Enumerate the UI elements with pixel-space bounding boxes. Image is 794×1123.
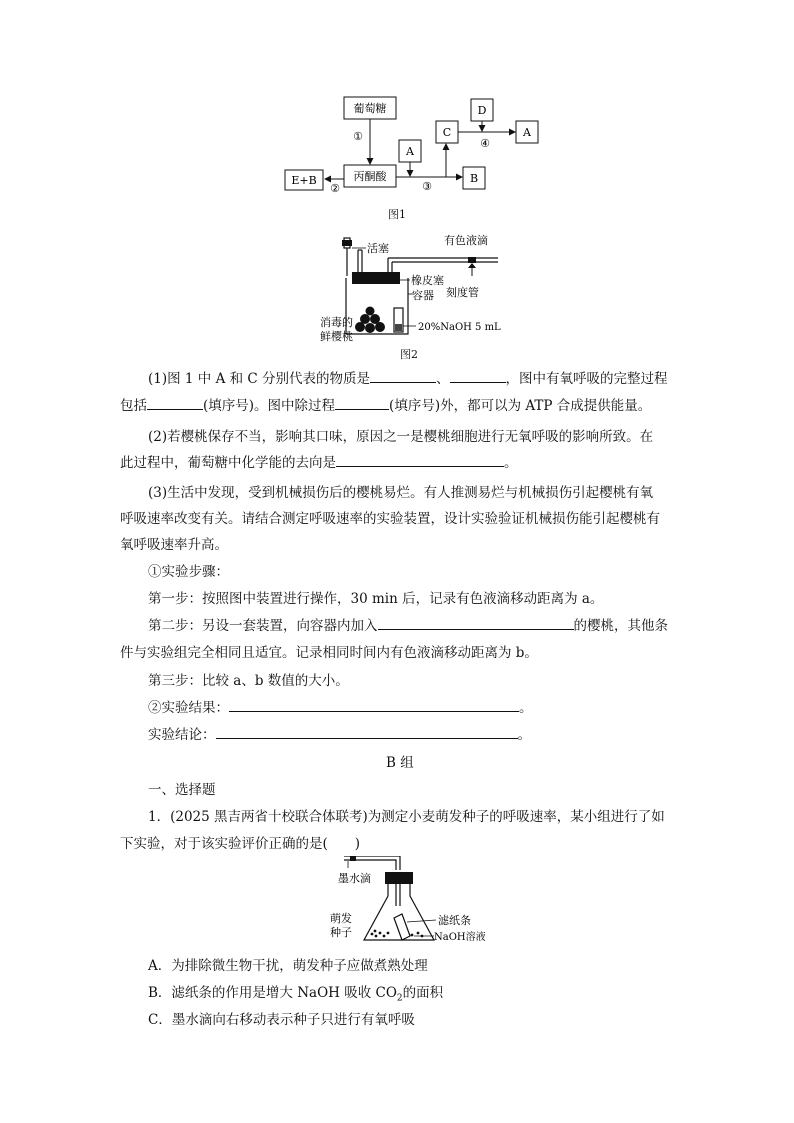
q3-step-2b: 件与实验组完全相同且适宜。记录相同时间内有色液滴移动距离为 b。 (120, 645, 538, 661)
c-label: C (442, 126, 452, 139)
cherry-label-1: 消毒的 (320, 316, 353, 329)
q1-blank-a[interactable] (370, 368, 436, 383)
pyruvate-label: 丙酮酸 (353, 170, 387, 183)
step-4-label: ④ (480, 137, 490, 150)
q3-blank-result[interactable] (229, 697, 519, 712)
seed-label-2: 种子 (330, 926, 352, 939)
section-heading: 一、选择题 (148, 782, 216, 798)
group-b-heading: B 组 (386, 755, 414, 771)
step-2-label: ② (330, 182, 340, 195)
q3-steps-title: ①实验步骤： (148, 564, 229, 580)
naoh-solution-label: NaOH溶液 (434, 932, 486, 943)
naoh-label: 20%NaOH 5 mL (418, 322, 501, 333)
q3-blank-cherries[interactable] (378, 615, 574, 630)
group-b-q1-line-2: 下实验，对于该实验评价正确的是( ) (120, 836, 361, 852)
a-top-label: A (406, 145, 414, 158)
container-label: 容器 (412, 289, 434, 302)
figure-2-apparatus (318, 230, 508, 348)
q1-line-1: (1)图 1 中 A 和 C 分别代表的物质是 、 ，图中有氧呼吸的完整过程 (148, 367, 668, 387)
seed-label-1: 萌发 (330, 912, 352, 925)
step-1-label: ① (353, 130, 363, 143)
q3-line-1: (3)生活中发现，受到机械损伤后的樱桃易烂。有人推测易烂与机械损伤引起樱桃有氧 (148, 485, 654, 501)
q3-result: ②实验结果： 。 (148, 696, 533, 716)
q3-conclusion: 实验结论： 。 (148, 723, 531, 743)
q3-step-1: 第一步：按照图中装置进行操作，30 min 后，记录有色液滴移动距离为 a。 (148, 591, 604, 607)
option-a[interactable]: A．为排除微生物干扰，萌发种子应做煮熟处理 (148, 958, 428, 974)
q2-line-1: (2)若樱桃保存不当，影响其口味，原因之一是樱桃细胞进行无氧呼吸的影响所致。在 (148, 429, 654, 445)
figure-2-caption: 图2 (400, 348, 418, 361)
q1-blank-no-atp-step[interactable] (335, 395, 389, 410)
q3-line-3: 氧呼吸速率升高。 (120, 537, 228, 553)
q1-line-2: 包括 (填序号)。图中除过程 (填序号)外，都可以为 ATP 合成提供能量。 (120, 394, 651, 414)
rubber-stopper-label: 橡皮塞 (411, 274, 444, 287)
figure-1-diagram (280, 92, 550, 202)
stopcock-label: 活塞 (367, 242, 389, 255)
q1-blank-aerobic-steps[interactable] (147, 395, 203, 410)
q3-line-2: 呼吸速率改变有关。请结合测定呼吸速率的实验装置，设计实验验证机械损伤能引起樱桃有 (120, 511, 660, 527)
q2-line-2: 此过程中，葡萄糖中化学能的去向是 。 (120, 451, 518, 471)
q2-blank-energy[interactable] (336, 452, 504, 467)
scale-tube-label: 刻度管 (446, 286, 479, 299)
q3-step-2a: 第二步：另设一套装置，向容器内加入 的樱桃，其他条 (148, 614, 668, 634)
option-b[interactable]: B．滤纸条的作用是增大 NaOH 吸收 $CO_2$的面积 (148, 985, 444, 1004)
eb-label: E+B (291, 174, 317, 187)
figure-1-caption: 图1 (388, 208, 406, 221)
d-label: D (477, 104, 487, 117)
b-label: B (469, 172, 479, 185)
glucose-label: 葡萄糖 (353, 102, 387, 115)
step-3-label: ③ (422, 180, 432, 193)
a-right-label: A (523, 126, 531, 139)
germination-flask-figure (330, 856, 500, 948)
colored-drop-label: 有色液滴 (444, 234, 488, 247)
filter-strip-label: 滤纸条 (438, 914, 471, 927)
q1-blank-c[interactable] (450, 368, 506, 383)
q3-blank-conclusion[interactable] (216, 724, 518, 739)
ink-drop-label: 墨水滴 (338, 872, 371, 885)
cherry-label-2: 鲜樱桃 (320, 330, 353, 343)
option-c[interactable]: C．墨水滴向右移动表示种子只进行有氧呼吸 (148, 1012, 415, 1028)
q3-step-3: 第三步：比较 a、b 数值的大小。 (148, 673, 349, 689)
group-b-q1-line-1: 1．(2025 黑吉两省十校联合体联考)为测定小麦萌发种子的呼吸速率，某小组进行了如 (148, 809, 665, 825)
